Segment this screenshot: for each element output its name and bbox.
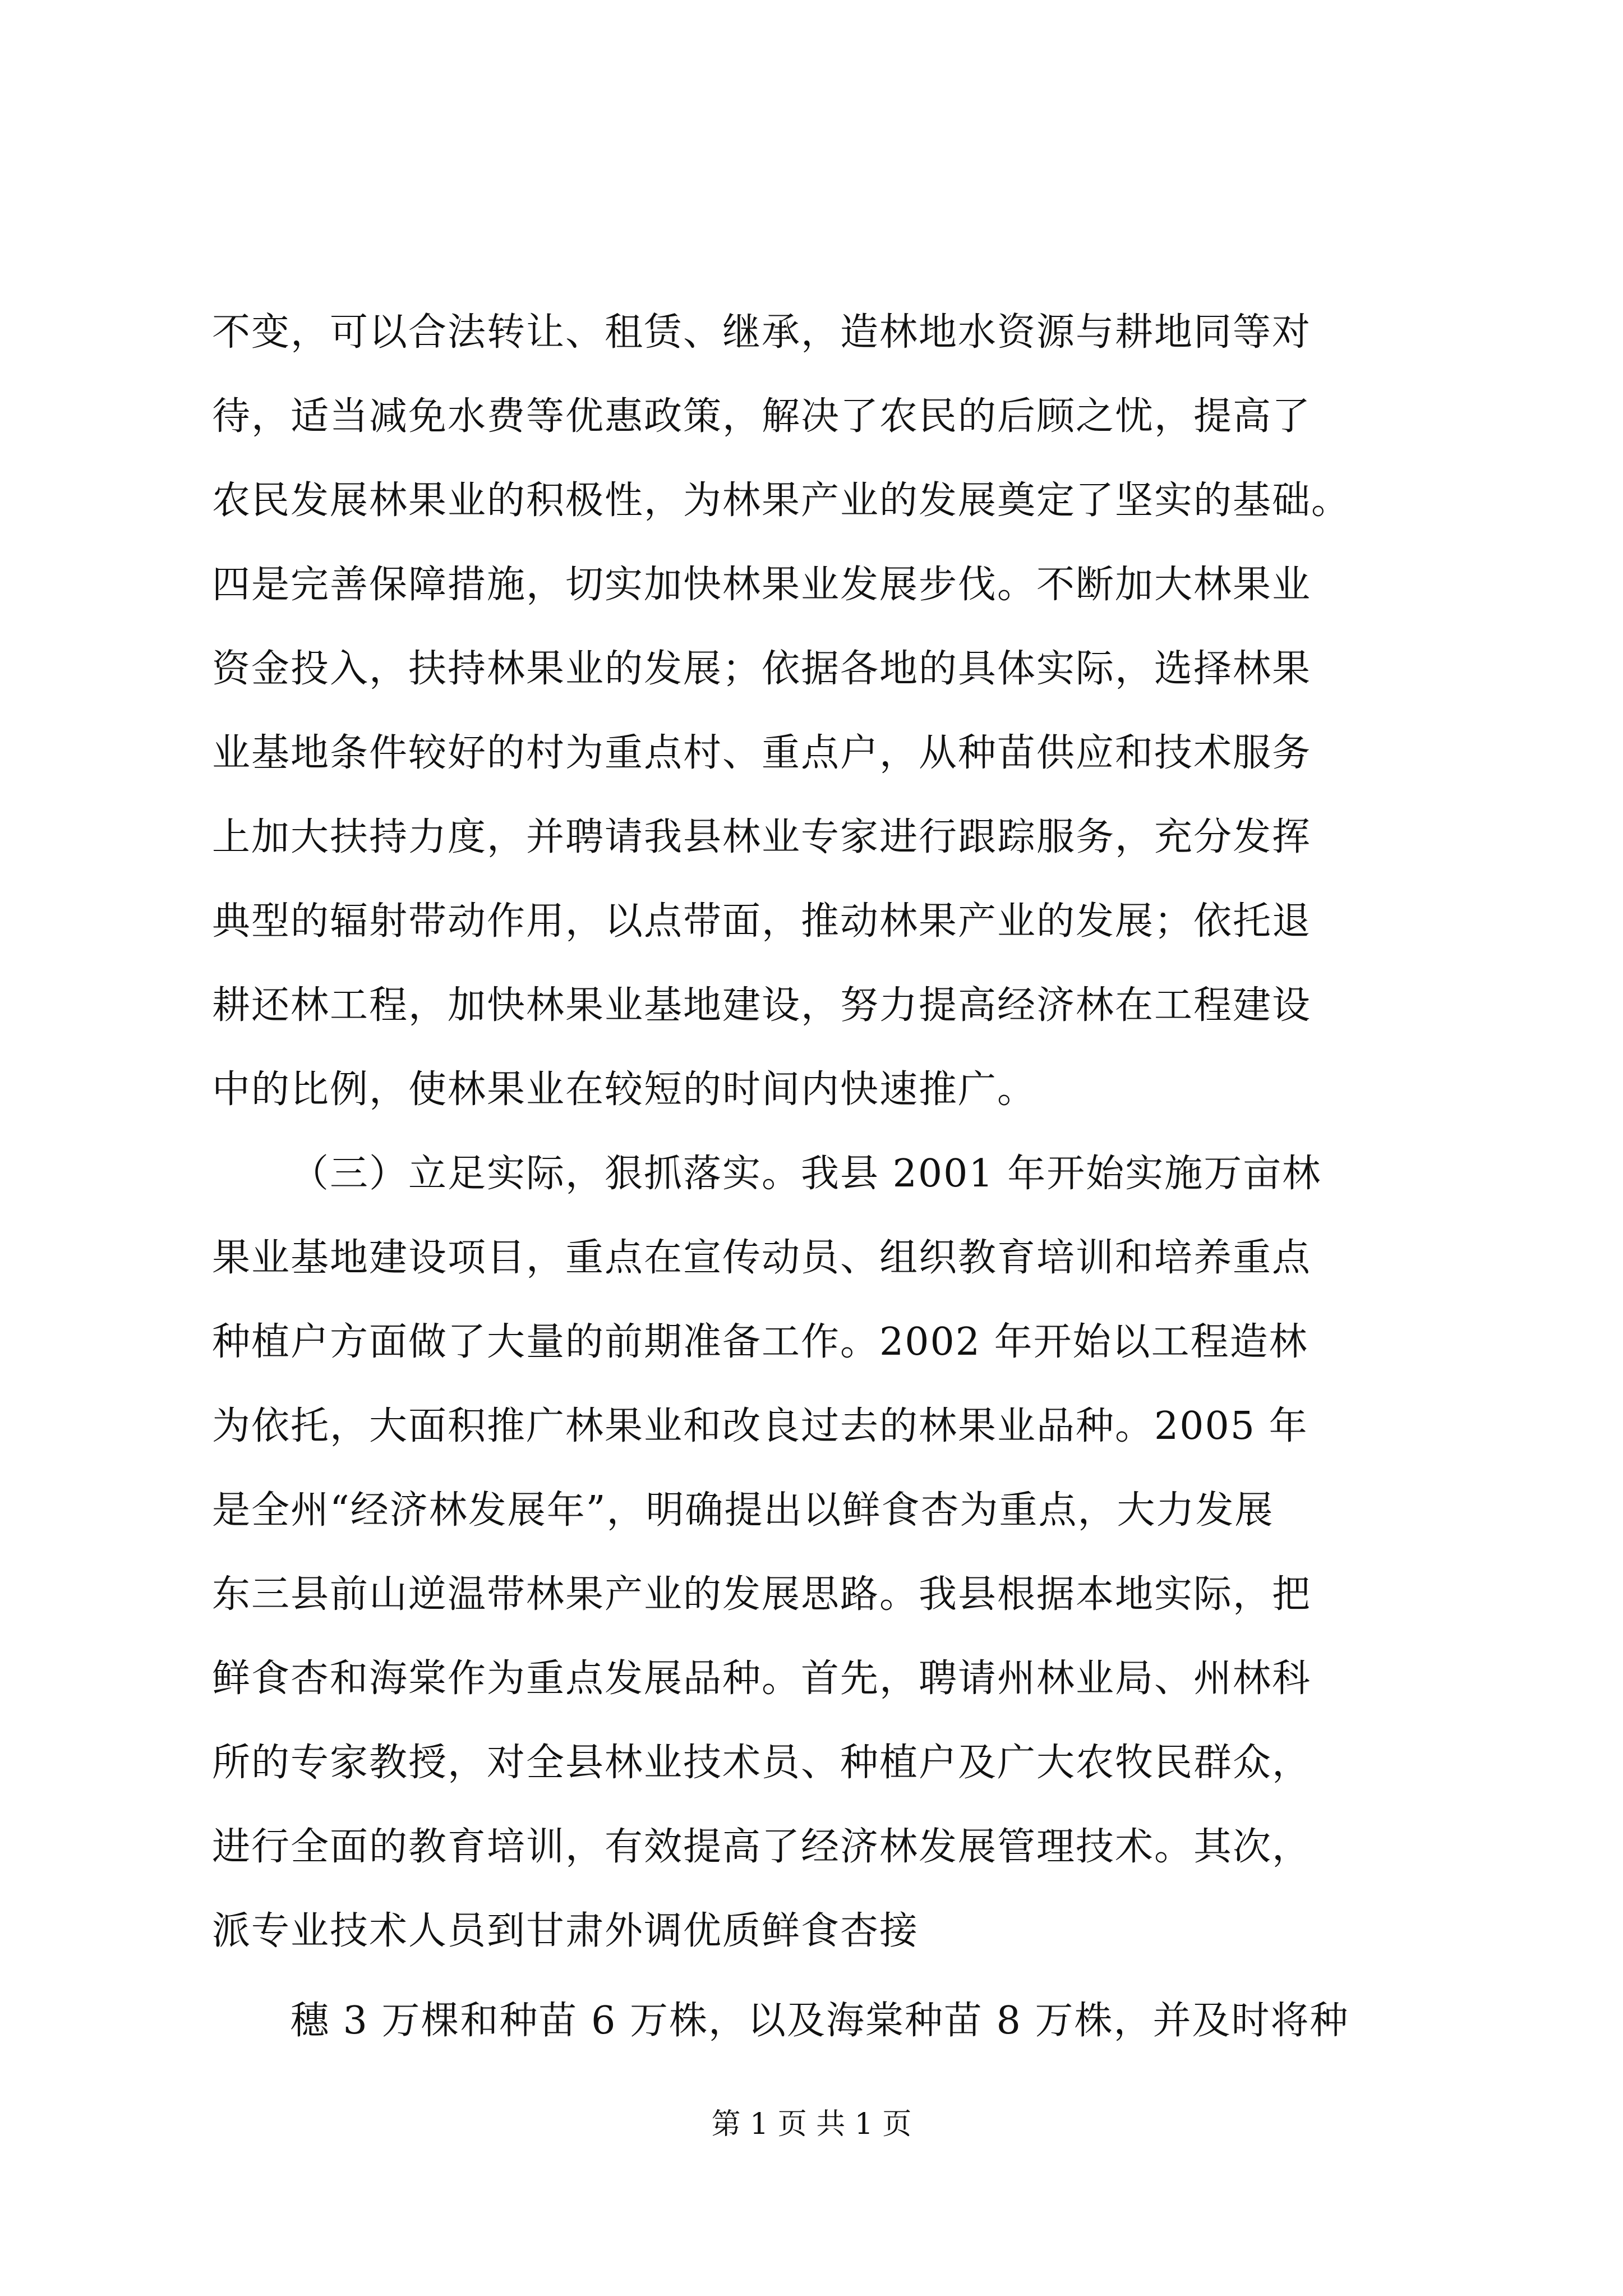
text-line-19: 进行全面的教育培训，有效提高了经济林发展管理技术。其次， (212, 1825, 1312, 1869)
text-line-21: 穗 3 万棵和种苗 6 万株，以及海棠种苗 8 万株，并及时将种 (291, 1999, 1349, 2043)
text-line-20: 派专业技术人员到甘肃外调优质鲜食杏接 (212, 1909, 919, 1953)
text-line-7: 上加大扶持力度，并聘请我县林业专家进行跟踪服务，充分发挥 (212, 815, 1312, 859)
text-line-13: 种植户方面做了大量的前期准备工作。2002 年开始以工程造林 (212, 1320, 1308, 1364)
text-line-17: 鲜食杏和海棠作为重点发展品种。首先，聘请州林业局、州林科 (212, 1657, 1312, 1701)
text-line-3: 农民发展林果业的积极性，为林果产业的发展奠定了坚实的基础。 (212, 478, 1351, 523)
text-line-14: 为依托，大面积推广林果业和改良过去的林果业品种。2005 年 (212, 1404, 1308, 1448)
text-line-9: 耕还林工程，加快林果业基地建设，努力提高经济林在工程建设 (212, 983, 1312, 1028)
text-line-8: 典型的辐射带动作用，以点带面，推动林果产业的发展；依托退 (212, 899, 1312, 944)
text-line-15: 是全州“经济林发展年”，明确提出以鲜食杏为重点，大力发展 (212, 1488, 1274, 1533)
text-line-4: 四是完善保障措施，切实加快林果业发展步伐。不断加大林果业 (212, 563, 1312, 607)
text-line-18: 所的专家教授，对全县林业技术员、种植户及广大农牧民群众， (212, 1741, 1312, 1785)
text-line-1: 不变，可以合法转让、租赁、继承，造林地水资源与耕地同等对 (212, 310, 1312, 355)
text-line-16: 东三县前山逆温带林果产业的发展思路。我县根据本地实际，把 (212, 1572, 1312, 1617)
text-line-2: 待，适当减免水费等优惠政策，解决了农民的后顾之忧，提高了 (212, 394, 1312, 439)
text-line-11: （三）立足实际，狠抓落实。我县 2001 年开始实施万亩林 (291, 1152, 1322, 1196)
text-line-10: 中的比例，使林果业在较短的时间内快速推广。 (212, 1068, 1037, 1112)
text-line-12: 果业基地建设项目，重点在宣传动员、组织教育培训和培养重点 (212, 1236, 1312, 1280)
text-line-5: 资金投入，扶持林果业的发展；依据各地的具体实际，选择林果 (212, 647, 1312, 691)
text-line-6: 业基地条件较好的村为重点村、重点户，从种苗供应和技术服务 (212, 731, 1312, 775)
page-footer: 第 1 页 共 1 页 (711, 2108, 912, 2141)
